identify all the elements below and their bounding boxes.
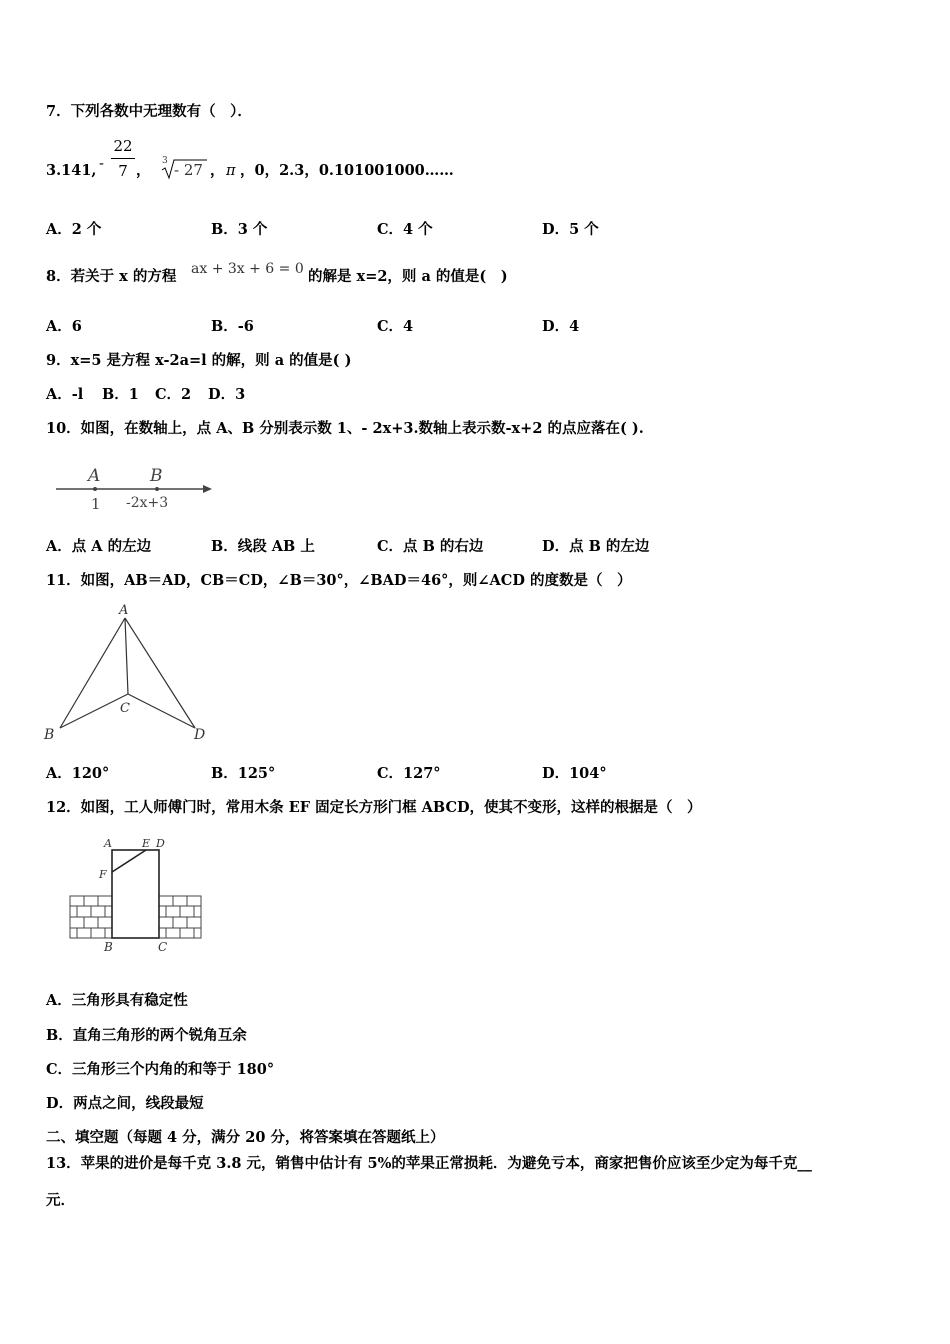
vertex-d-label: D xyxy=(194,727,206,743)
q8-stem-part2: 的解是 x=2，则 a 的值是( ) xyxy=(308,268,508,285)
q11-option-a[interactable]: A．120° xyxy=(46,765,110,782)
q8-option-c[interactable]: C．4 xyxy=(377,318,414,335)
q10-option-a[interactable]: A．点 A 的左边 xyxy=(46,538,152,555)
right-brick-wall xyxy=(159,896,201,938)
door-frame-abcd xyxy=(112,850,159,938)
point-b-label: B xyxy=(150,466,163,486)
vertex-b-label: B xyxy=(104,940,113,954)
q8-option-b[interactable]: B．-6 xyxy=(211,318,254,335)
number-line-arrow-icon xyxy=(203,485,212,493)
vertex-c-label: C xyxy=(120,701,130,716)
q7-number-3141: 3.141, xyxy=(46,162,97,179)
q9-option-d[interactable]: D．3 xyxy=(208,386,246,403)
section2-heading: 二、填空题（每题 4 分，满分 20 分，将答案填在答题纸上） xyxy=(46,1129,445,1146)
point-a-marker xyxy=(93,487,97,491)
q8-option-d[interactable]: D．4 xyxy=(542,318,580,335)
q9-option-b[interactable]: B．1 xyxy=(102,386,139,403)
q13-line1: 13．苹果的进价是每千克 3.8 元，销售中估计有 5%的苹果正常损耗．为避免亏本，商家把售价应该至少定为每千克__ xyxy=(46,1155,812,1172)
q12-door-frame-figure xyxy=(62,832,212,956)
q11-stem: 11．如图，AB＝AD，CB＝CD，∠B＝30°，∠BAD＝46°，则∠ACD 的度数是（ ） xyxy=(46,572,632,589)
q7-rest: ，0，2.3，0.101001000…… xyxy=(240,162,454,179)
q10-option-c[interactable]: C．点 B 的右边 xyxy=(377,538,484,555)
q10-option-d[interactable]: D．点 B 的左边 xyxy=(542,538,650,555)
q11-option-d[interactable]: D．104° xyxy=(542,765,607,782)
vertex-d-label: D xyxy=(156,837,165,850)
vertex-f-label: F xyxy=(99,868,107,881)
q7-fraction-numerator: 22 xyxy=(113,137,133,155)
point-b-marker xyxy=(155,487,159,491)
q8-option-a[interactable]: A．6 xyxy=(46,318,82,335)
q9-stem: 9．x=5 是方程 x-2a=l 的解，则 a 的值是( ) xyxy=(46,352,352,369)
q9-option-c[interactable]: C．2 xyxy=(155,386,192,403)
q7-sep1: ， xyxy=(136,162,151,179)
q7-root-radicand: - 27 xyxy=(174,161,203,179)
q11-option-b[interactable]: B．125° xyxy=(211,765,276,782)
q12-option-d[interactable]: D．两点之间，线段最短 xyxy=(46,1095,204,1112)
q8-stem-part1: 8．若关于 x 的方程 xyxy=(46,268,177,285)
point-b-value: -2x+3 xyxy=(126,495,169,511)
q12-option-a[interactable]: A．三角形具有稳定性 xyxy=(46,992,188,1009)
q12-option-b[interactable]: B．直角三角形的两个锐角互余 xyxy=(46,1027,247,1044)
q10-number-line-figure xyxy=(52,462,222,518)
point-a-label: A xyxy=(88,466,101,486)
q8-equation: ax + 3x + 6 = 0 xyxy=(191,261,304,277)
q7-option-c[interactable]: C．4 个 xyxy=(377,221,433,238)
q11-triangle-figure xyxy=(40,598,220,748)
q7-stem: 7．下列各数中无理数有（ ）． xyxy=(46,103,252,120)
point-a-value: 1 xyxy=(91,495,101,513)
q7-fraction-bar xyxy=(111,158,135,159)
q7-frac-sign: - xyxy=(99,156,104,172)
q7-option-a[interactable]: A．2 个 xyxy=(46,221,102,238)
q13-line2: 元． xyxy=(46,1192,75,1209)
q7-sep2: ， xyxy=(210,162,225,179)
vertex-a-label: A xyxy=(119,603,129,618)
q7-root-index: 3 xyxy=(162,156,168,166)
left-brick-wall xyxy=(70,896,112,938)
vertex-b-label: B xyxy=(44,727,55,743)
q7-fraction-denominator: 7 xyxy=(118,162,128,180)
q7-pi: π xyxy=(226,163,236,179)
q11-option-c[interactable]: C．127° xyxy=(377,765,441,782)
q10-option-b[interactable]: B．线段 AB 上 xyxy=(211,538,315,555)
q10-stem: 10．如图，在数轴上，点 A、B 分别表示数 1、- 2x+3.数轴上表示数-x+2 的点应落在( ). xyxy=(46,420,644,437)
q7-option-d[interactable]: D．5 个 xyxy=(542,221,599,238)
vertex-c-label: C xyxy=(158,940,168,954)
q7-option-b[interactable]: B．3 个 xyxy=(211,221,268,238)
q12-stem: 12．如图，工人师傅门时，常用木条 EF 固定长方形门框 ABCD，使其不变形，这样的根据是（ ） xyxy=(46,799,702,816)
q9-option-a[interactable]: A．-l xyxy=(46,386,84,403)
q12-option-c[interactable]: C．三角形三个内角的和等于 180° xyxy=(46,1061,275,1078)
vertex-a-label: A xyxy=(104,837,112,850)
vertex-e-label: E xyxy=(142,837,151,850)
